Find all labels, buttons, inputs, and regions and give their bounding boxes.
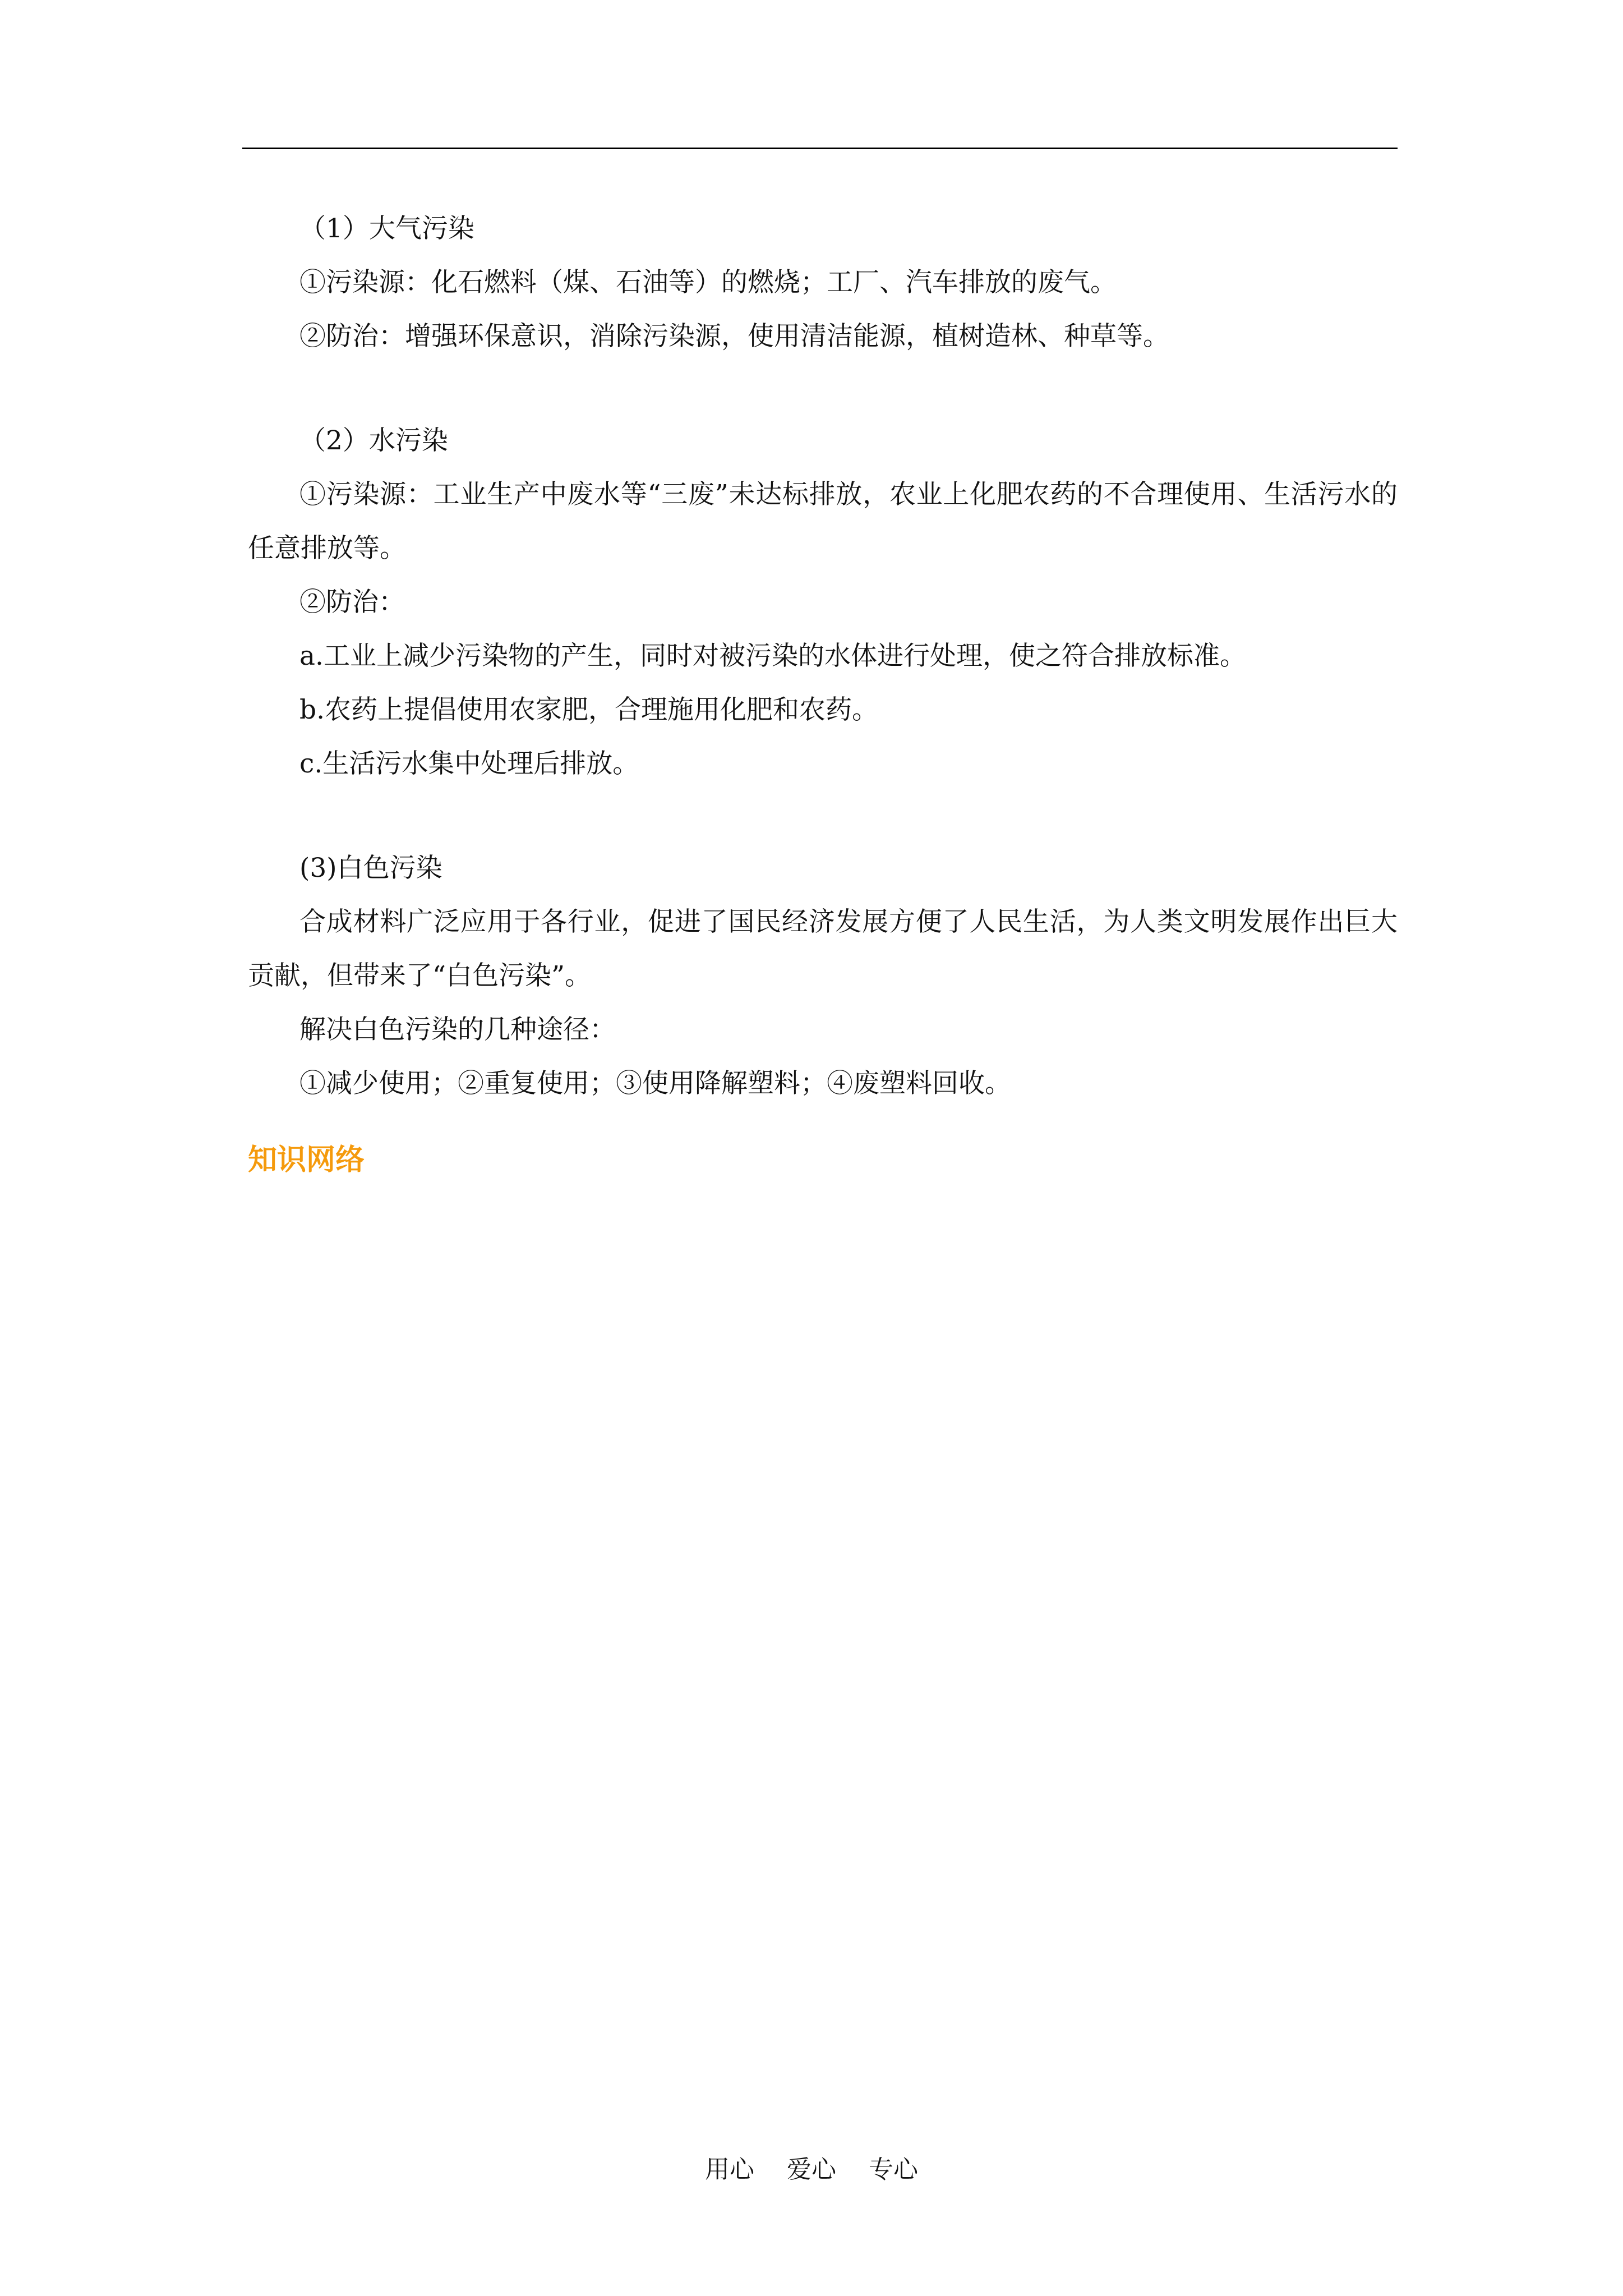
- air-pollution-source: ①污染源：化石燃料（煤、石油等）的燃烧；工厂、汽车排放的废气。: [299, 267, 1117, 298]
- section-title-water-pollution: （2）水污染: [299, 425, 448, 456]
- footer-word: 爱心: [787, 2155, 836, 2184]
- knowledge-network-heading: 知识网络: [248, 1143, 365, 1177]
- section-title-white-pollution: (3)白色污染: [299, 853, 442, 884]
- water-prevention-item: b.农药上提倡使用农家肥，合理施用化肥和农药。: [299, 694, 879, 725]
- white-pollution-solutions: ①减少使用；②重复使用；③使用降解塑料；④废塑料回收。: [299, 1068, 1011, 1099]
- water-prevention-item: a.工业上减少污染物的产生，同时对被污染的水体进行处理，使之符合排放标准。: [299, 641, 1246, 671]
- footer-word: 专心: [869, 2155, 918, 2184]
- spacer: [248, 364, 1398, 414]
- water-prevention-item: c.生活污水集中处理后排放。: [299, 748, 639, 779]
- white-pollution-intro: 合成材料广泛应用于各行业，促进了国民经济发展方便了人民生活，为人类文明发展作出巨大贡献，但带来了“白色污染”。: [248, 907, 1398, 991]
- section-title-air-pollution: （1）大气污染: [299, 213, 474, 244]
- footer-word: 用心: [705, 2155, 754, 2184]
- water-pollution-prevention-label: ②防治：: [299, 587, 405, 618]
- spacer: [248, 791, 1398, 841]
- page-footer: [0, 2153, 1623, 2187]
- water-pollution-source: ①污染源：工业生产中废水等“三废”未达标排放，农业上化肥农药的不合理使用、生活污水的任意排放等。: [248, 479, 1398, 564]
- air-pollution-prevention: ②防治：增强环保意识，消除污染源，使用清洁能源，植树造林、种草等。: [299, 321, 1169, 352]
- header-rule: [242, 148, 1398, 149]
- white-pollution-solutions-label: 解决白色污染的几种途径：: [299, 1014, 616, 1045]
- document-body: [248, 202, 1398, 1187]
